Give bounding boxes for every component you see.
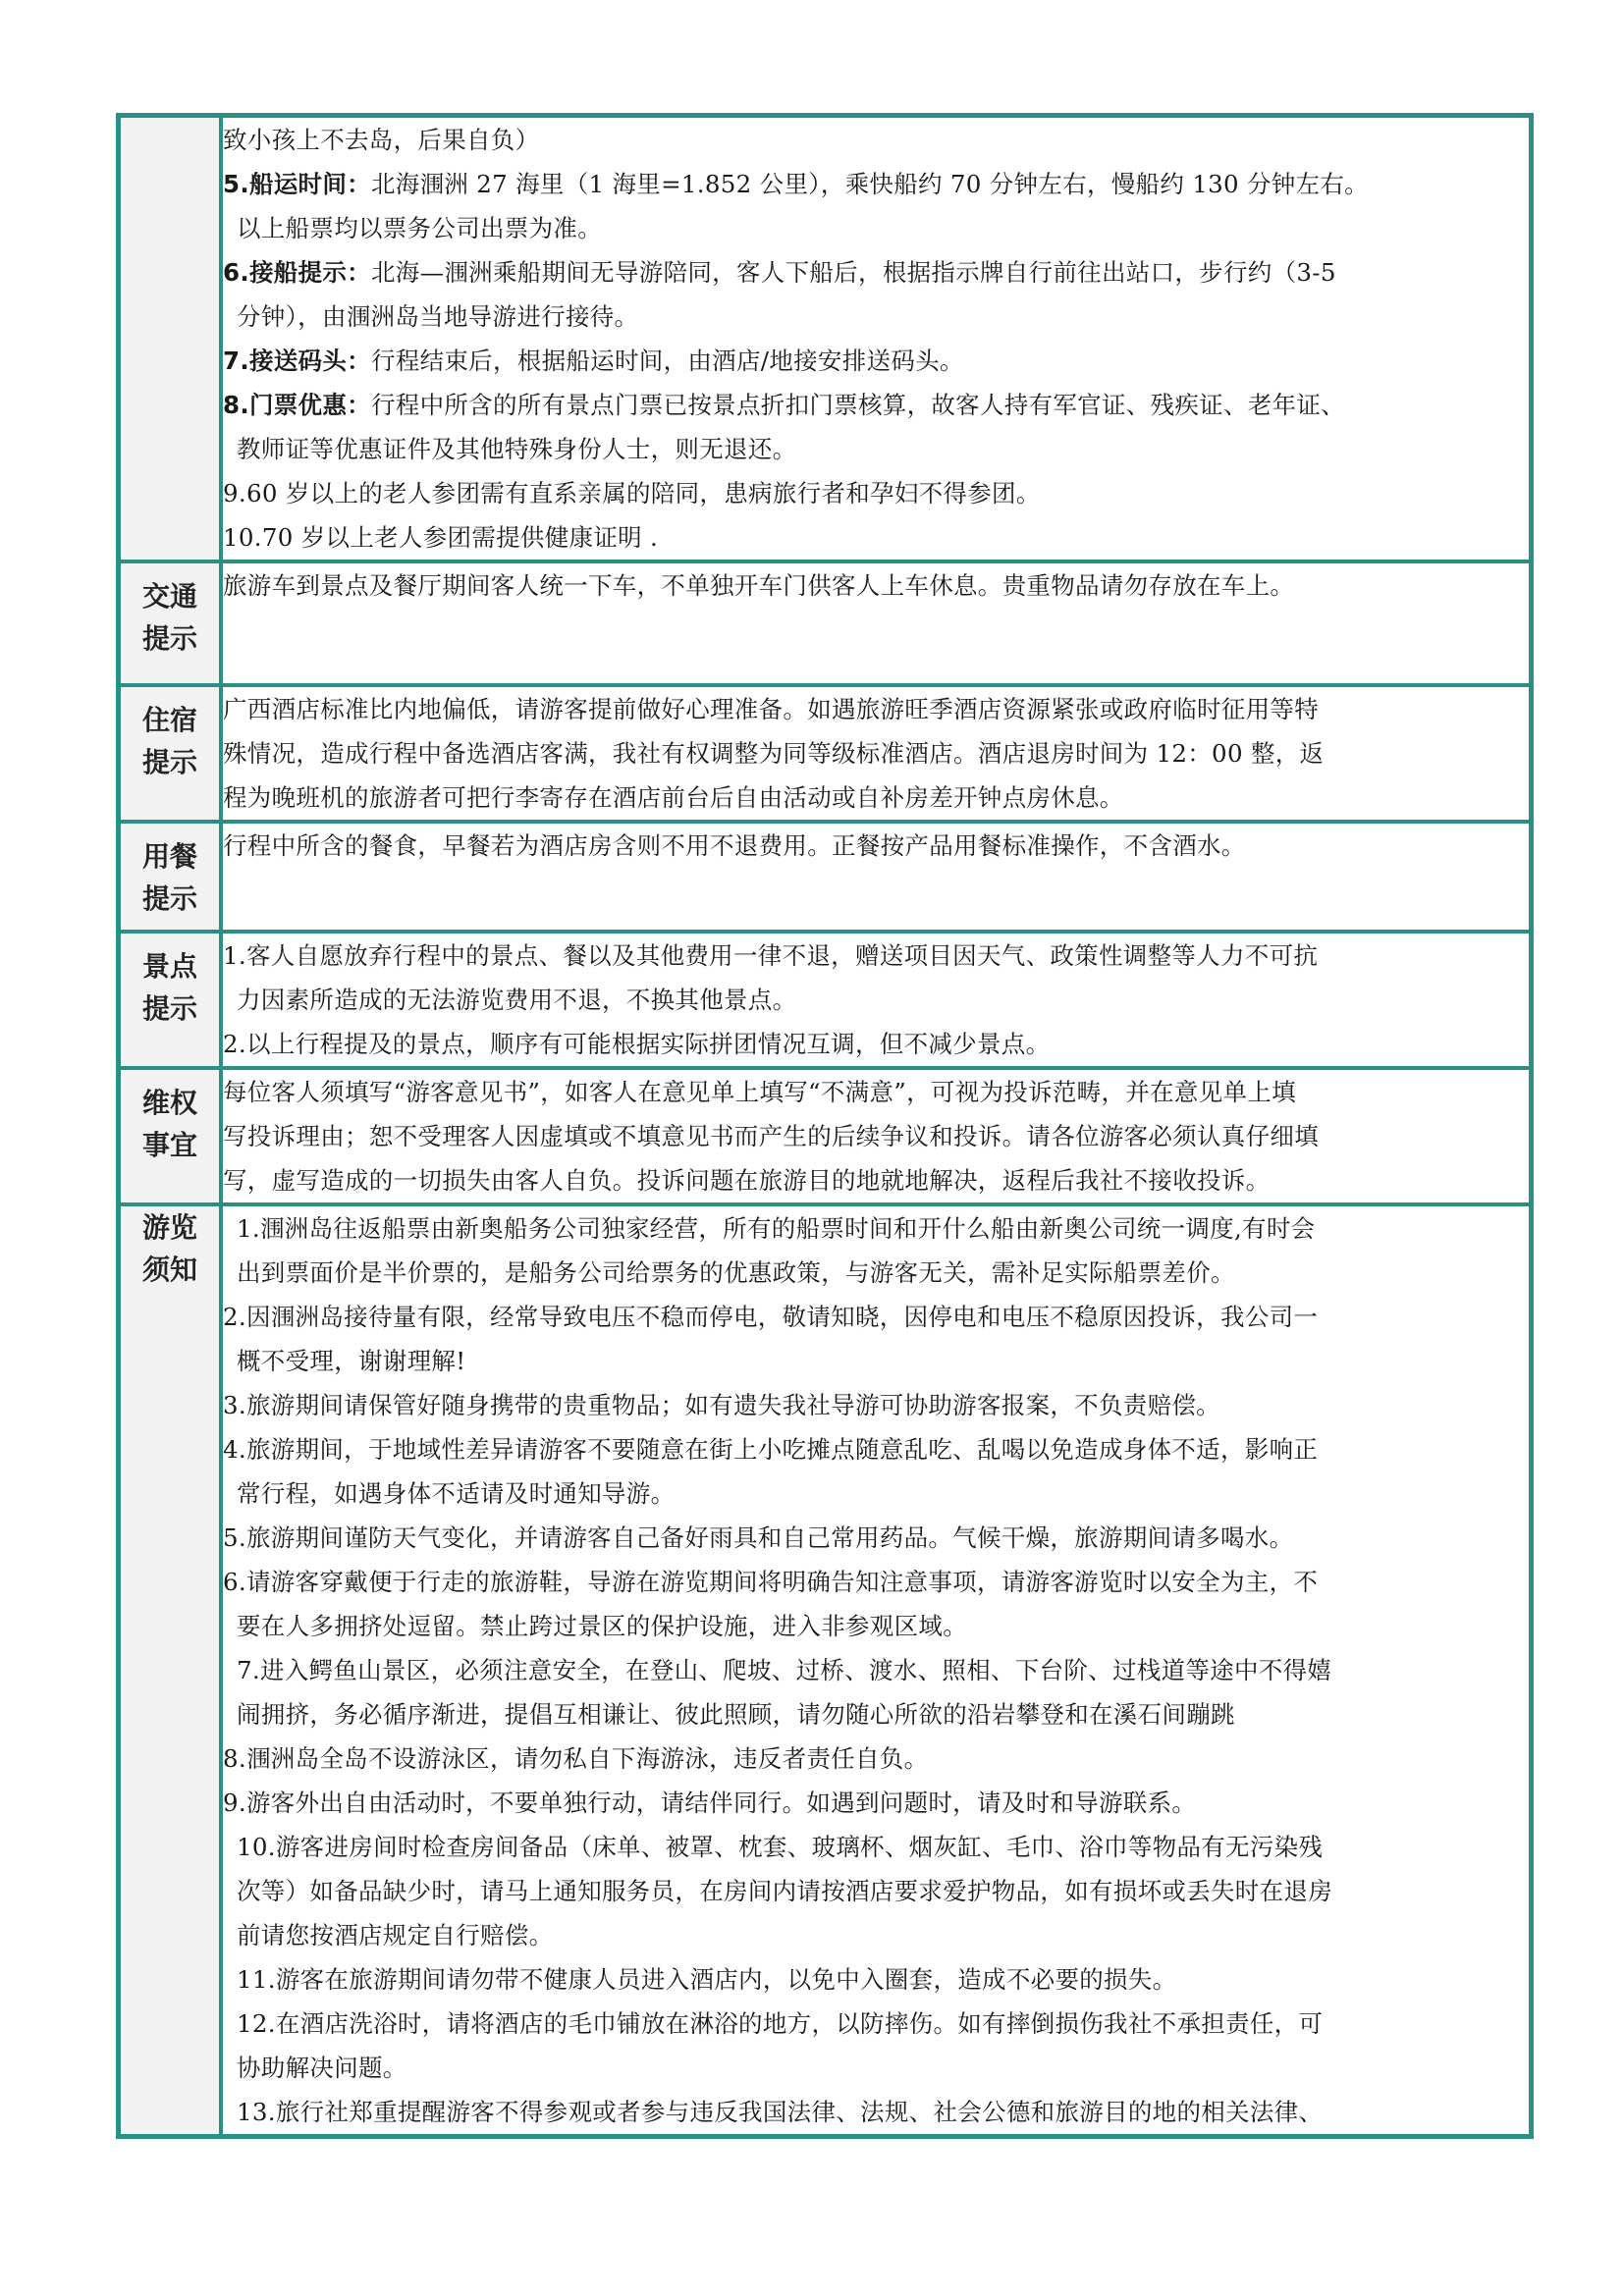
cont-line-heading: 6.接船提示： [223, 258, 371, 287]
label-traffic: 交通 提示 [119, 561, 221, 685]
traffic-line: 旅游车到景点及餐厅期间客人统一下车，不单独开车门供客人上车休息。贵重物品请勿存放在车上。 [223, 571, 1295, 600]
content-notice [221, 1204, 1531, 2136]
lodging-line: 程为晚班机的旅游者可把行李寄存在酒店前台后自由活动或自补房差开钟点房休息。 [223, 783, 1124, 812]
cont-line-text: 北海涠洲 27 海里（1 海里=1.852 公里），乘快船约 70 分钟左右，慢船约 130 分钟左右。 [370, 170, 1369, 198]
notice-line: 闹拥挤，务必循序渐进，提倡互相谦让、彼此照顾，请勿随心所欲的沿岩攀登和在溪石间蹦跳 [237, 1700, 1235, 1729]
cont-line: 10.70 岁以上老人参团需提供健康证明 . [223, 523, 659, 552]
notice-line: 出到票面价是半价票的，是船务公司给票务的优惠政策，与游客无关，需补足实际船票差价。 [237, 1258, 1235, 1287]
notice-line: 常行程，如遇身体不适请及时通知导游。 [237, 1479, 676, 1508]
label-lodging: 住宿 提示 [119, 685, 221, 822]
lodging-line: 殊情况，造成行程中备选酒店客满，我社有权调整为同等级标准酒店。酒店退房时间为 12：00 整，返 [223, 739, 1325, 768]
notice-line: 4.旅游期间，于地域性差异请游客不要随意在街上小吃摊点随意乱吃、乱喝以免造成身体不适，影响正 [223, 1435, 1319, 1464]
label-meals: 用餐 提示 [119, 822, 221, 932]
notice-line: 10.游客进房间时检查房间备品（床单、被罩、枕套、玻璃杯、烟灰缸、毛巾、浴巾等物品有无污染残 [237, 1833, 1324, 1861]
label-sights: 景点 提示 [119, 932, 221, 1068]
notice-line: 11.游客在旅游期间请勿带不健康人员进入酒店内，以免中入圈套，造成不必要的损失。 [237, 1965, 1177, 1994]
notice-line: 次等）如备品缺少时，请马上通知服务员，在房间内请按酒店要求爱护物品，如有损坏或丢失时在退房 [237, 1877, 1332, 1905]
sights-line: 1.客人自愿放弃行程中的景点、餐以及其他费用一律不退，赠送项目因天气、政策性调整等人力不可抗 [223, 941, 1319, 970]
notice-line: 1.涠洲岛往返船票由新奥船务公司独家经营，所有的船票时间和开什么船由新奥公司统一调度,有时会 [237, 1214, 1316, 1243]
cont-line [223, 162, 1529, 206]
content-continued [221, 116, 1531, 561]
notice-line: 6.请游客穿戴便于行走的旅游鞋，导游在游览期间将明确告知注意事项，请游客游览时以安全为主，不 [223, 1568, 1319, 1596]
notice-line: 2.因涠洲岛接待量有限，经常导致电压不稳而停电，敬请知晓，因停电和电压不稳原因投诉，我公司一 [223, 1303, 1319, 1331]
notice-line: 5.旅游期间谨防天气变化，并请游客自己备好雨具和自己常用药品。气候干燥，旅游期间请多喝水。 [223, 1523, 1294, 1552]
cont-line: 致小孩上不去岛，后果自负） [223, 126, 540, 154]
cont-line [223, 383, 1529, 427]
label-notice: 游览 须知 [119, 1204, 221, 2136]
rights-line: 每位客人须填写“游客意见书”，如客人在意见单上填写“不满意”，可视为投诉范畴，并在意见单上填 [223, 1078, 1296, 1106]
notice-line: 3.旅游期间请保管好随身携带的贵重物品；如有遗失我社导游可协助游客报案，不负责赔偿。 [223, 1391, 1220, 1419]
meals-line: 行程中所含的餐食，早餐若为酒店房含则不用不退费用。正餐按产品用餐标准操作，不含酒水。 [223, 831, 1246, 860]
cont-line-text: 行程中所含的所有景点门票已按景点折扣门票核算，故客人持有军官证、残疾证、老年证、 [370, 391, 1345, 419]
notice-line: 概不受理，谢谢理解! [237, 1347, 466, 1375]
row-rights [119, 1068, 1531, 1204]
notice-line: 要在人多拥挤处逗留。禁止跨过景区的保护设施，进入非参观区域。 [237, 1612, 967, 1640]
rights-line: 写，虚写造成的一切损失由客人自负。投诉问题在旅游目的地就地解决，返程后我社不接收投诉。 [223, 1166, 1271, 1195]
notice-line: 前请您按酒店规定自行赔偿。 [237, 1921, 554, 1949]
notice-line: 12.在酒店洗浴时，请将酒店的毛巾铺放在淋浴的地方，以防摔伤。如有摔倒损伤我社不承担责任，可 [237, 2009, 1324, 2038]
content-lodging [221, 685, 1531, 822]
cont-line-text: 北海—涠洲乘船期间无导游陪同，客人下船后，根据指示牌自行前往出站口，步行约（3-5 [370, 258, 1336, 287]
cont-line [223, 339, 1529, 383]
row-lodging [119, 685, 1531, 822]
cont-line: 以上船票均以票务公司出票为准。 [237, 214, 602, 242]
notice-line: 8.涠洲岛全岛不设游泳区，请勿私自下海游泳，违反者责任自负。 [223, 1744, 929, 1773]
itinerary-notes-sheet [116, 113, 1534, 2139]
row-continued-notes [119, 116, 1531, 561]
cont-line: 分钟），由涠洲岛当地导游进行接待。 [237, 302, 639, 331]
rights-line: 写投诉理由；恕不受理客人因虚填或不填意见书而产生的后续争议和投诉。请各位游客必须认真仔细填 [223, 1122, 1319, 1150]
notice-line: 13.旅行社郑重提醒游客不得参观或者参与违反我国法律、法规、社会公德和旅游目的地的相关法律、 [237, 2098, 1324, 2126]
content-meals [221, 822, 1531, 932]
label-rights: 维权 事宜 [119, 1068, 221, 1204]
cont-line-text: 行程结束后，根据船运时间，由酒店/地接安排送码头。 [370, 347, 964, 375]
content-traffic [221, 561, 1531, 685]
row-sights [119, 932, 1531, 1068]
lodging-line: 广西酒店标准比内地偏低，请游客提前做好心理准备。如遇旅游旺季酒店资源紧张或政府临时征用等特 [223, 695, 1319, 723]
label-empty [119, 116, 221, 561]
sights-line: 2.以上行程提及的景点，顺序有可能根据实际拼团情况互调，但不减少景点。 [223, 1030, 1051, 1058]
cont-line-heading: 5.船运时间： [223, 170, 371, 198]
row-traffic [119, 561, 1531, 685]
cont-line: 教师证等优惠证件及其他特殊身份人士，则无退还。 [237, 435, 797, 463]
notice-line: 9.游客外出自由活动时，不要单独行动，请结伴同行。如遇到问题时，请及时和导游联系。 [223, 1789, 1197, 1817]
cont-line: 9.60 岁以上的老人参团需有直系亲属的陪同，患病旅行者和孕妇不得参团。 [223, 479, 1041, 507]
cont-line-heading: 8.门票优惠： [223, 391, 371, 419]
cont-line-heading: 7.接送码头： [223, 347, 371, 375]
cont-line [223, 250, 1529, 294]
notice-line: 协助解决问题。 [237, 2054, 407, 2082]
content-sights [221, 932, 1531, 1068]
notice-line: 7.进入鳄鱼山景区，必须注意安全，在登山、爬坡、过桥、渡水、照相、下台阶、过栈道等途中不得嬉 [237, 1656, 1332, 1684]
row-meals [119, 822, 1531, 932]
row-notice [119, 1204, 1531, 2136]
content-rights [221, 1068, 1531, 1204]
sights-line: 力因素所造成的无法游览费用不退，不换其他景点。 [237, 986, 797, 1014]
notes-table [116, 113, 1534, 2139]
